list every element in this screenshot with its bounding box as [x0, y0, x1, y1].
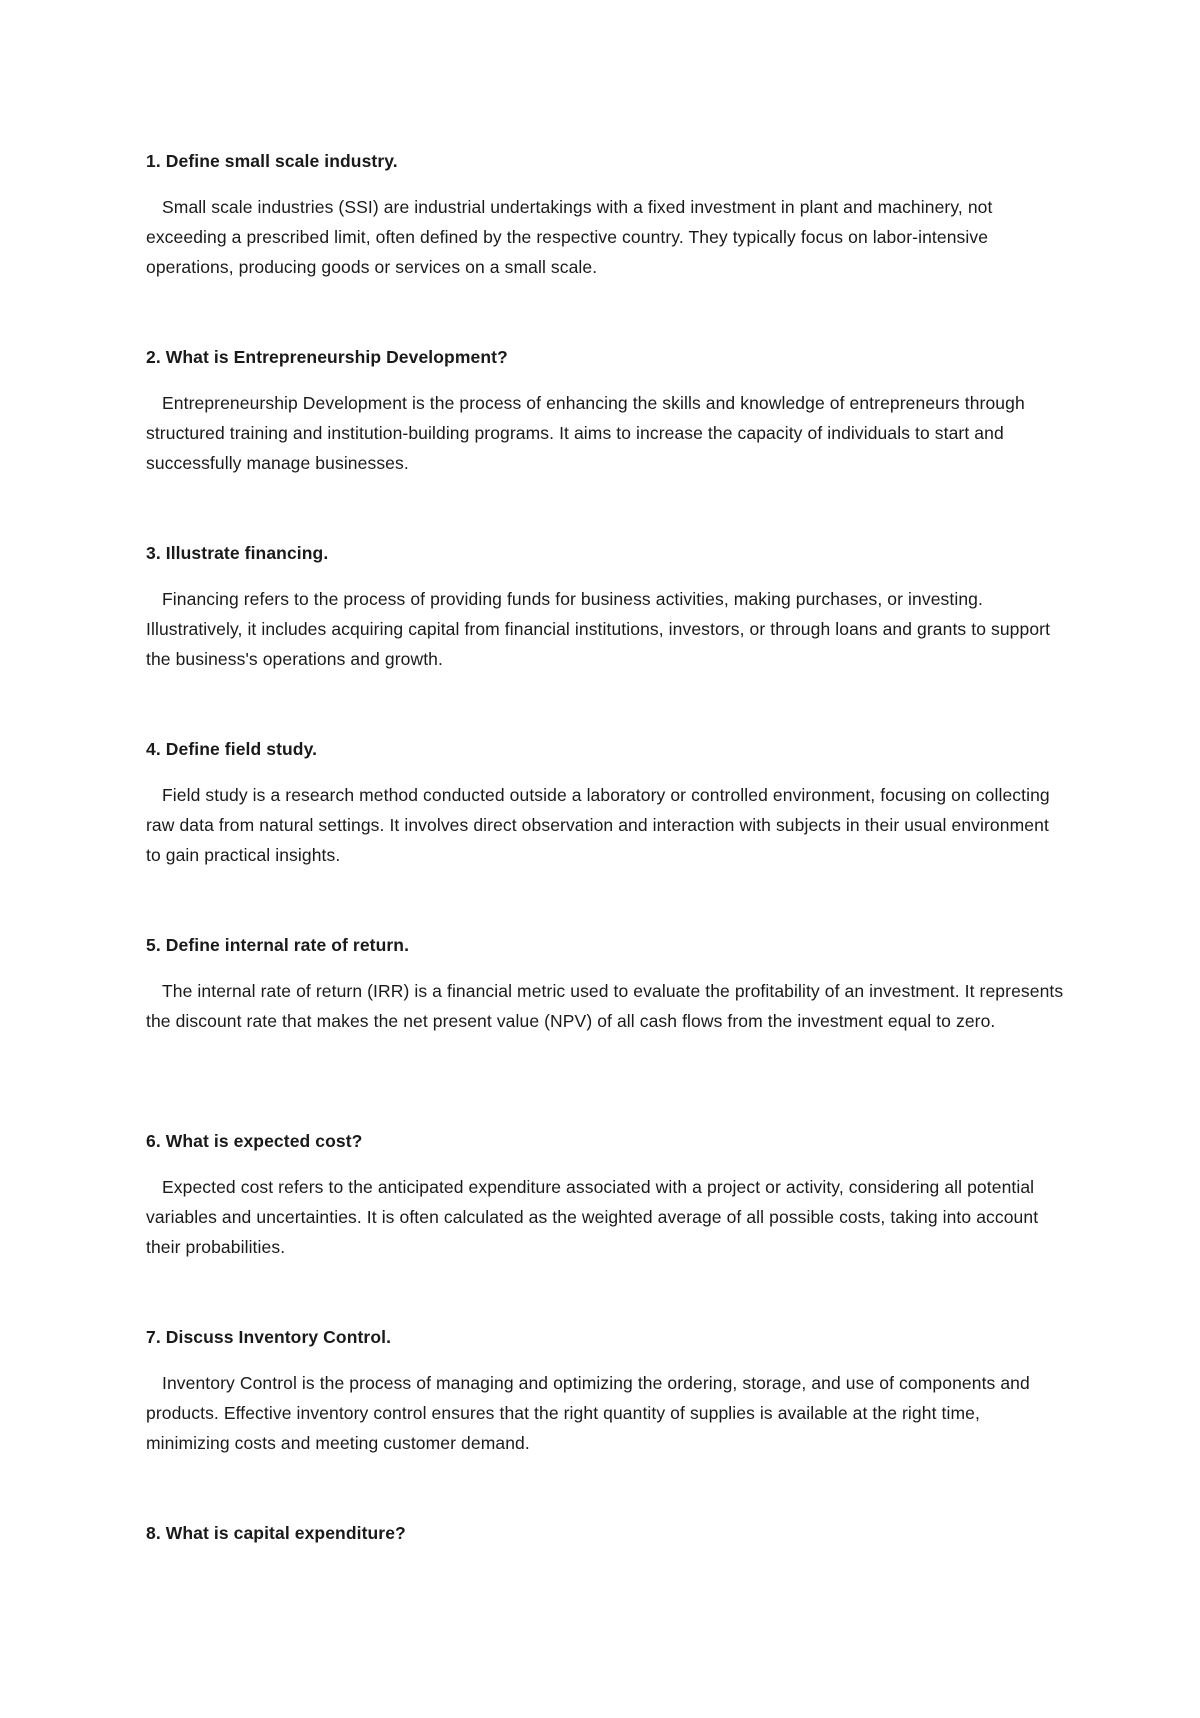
- question-heading: 3. Illustrate financing.: [146, 543, 329, 563]
- question-heading: 5. Define internal rate of return.: [146, 935, 410, 955]
- question-heading: 1. Define small scale industry.: [146, 151, 398, 171]
- qa-item: [146, 1326, 1066, 1522]
- qa-item: [146, 150, 1066, 346]
- qa-item: [146, 1130, 1066, 1326]
- document-content: [146, 150, 1066, 1718]
- qa-item: [146, 934, 1066, 1130]
- qa-item: [146, 1522, 1066, 1718]
- answer-paragraph: Small scale industries (SSI) are industrial undertakings with a fixed investment in plant and machinery, not exceeding a prescribed limit, often defined by the respective country. They typically focus on labor-intensive operations, producing goods or services on a small scale.: [146, 197, 993, 277]
- answer-paragraph: Expected cost refers to the anticipated expenditure associated with a project or activity, considering all potential variables and uncertainties. It is often calculated as the weighted average of all possible costs, taking into account their probabilities.: [146, 1177, 1039, 1257]
- question-heading: 8. What is capital expenditure?: [146, 1523, 406, 1543]
- answer-paragraph: Entrepreneurship Development is the process of enhancing the skills and knowledge of entrepreneurs through structured training and institution-building programs. It aims to increase the capacity of individuals to start and successfully manage businesses.: [146, 393, 1025, 473]
- qa-item: [146, 738, 1066, 934]
- answer-paragraph: Financing refers to the process of providing funds for business activities, making purchases, or investing. Illustratively, it includes acquiring capital from financial institutions, investors, or through loans and grants to support the business's operations and growth.: [146, 589, 1051, 669]
- question-heading: 2. What is Entrepreneurship Development?: [146, 347, 508, 367]
- question-heading: 4. Define field study.: [146, 739, 318, 759]
- answer-paragraph: Field study is a research method conducted outside a laboratory or controlled environment, focusing on collecting raw data from natural settings. It involves direct observation and interaction with subjects in their usual environment to gain practical insights.: [146, 785, 1050, 865]
- qa-item: [146, 346, 1066, 542]
- answer-paragraph: Inventory Control is the process of managing and optimizing the ordering, storage, and use of components and products. Effective inventory control ensures that the right quantity of supplies is available at the right time, minimizing costs and meeting customer demand.: [146, 1373, 1030, 1453]
- answer-paragraph: The internal rate of return (IRR) is a financial metric used to evaluate the profitability of an investment. It represents the discount rate that makes the net present value (NPV) of all cash flows from the investment equal to zero.: [146, 981, 1064, 1031]
- question-heading: 7. Discuss Inventory Control.: [146, 1327, 392, 1347]
- question-heading: 6. What is expected cost?: [146, 1131, 363, 1151]
- qa-item: [146, 542, 1066, 738]
